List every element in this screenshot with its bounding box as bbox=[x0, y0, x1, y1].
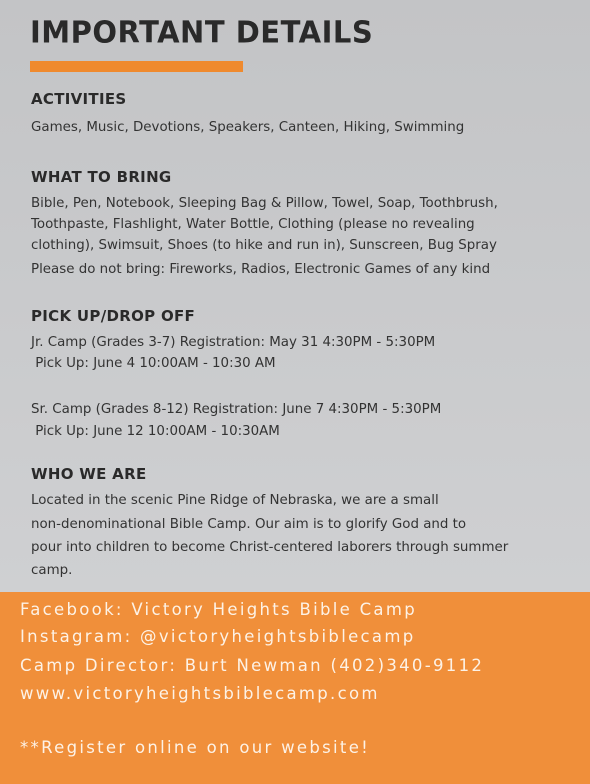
register-note: **Register online on our website! bbox=[20, 738, 371, 757]
instagram-text: Instagram: @victoryheightsbiblecamp bbox=[20, 627, 416, 646]
sr-camp-registration: Sr. Camp (Grades 8-12) Registration: June 7 4:30PM - 5:30PM bbox=[31, 402, 442, 417]
who-we-are-line: Located in the scenic Pine Ridge of Nebraska, we are a small bbox=[31, 493, 439, 508]
page-title: IMPORTANT DETAILS bbox=[30, 14, 374, 50]
activities-heading: ACTIVITIES bbox=[31, 90, 127, 108]
pickup-heading: PICK UP/DROP OFF bbox=[31, 307, 196, 325]
sr-camp-pickup: Pick Up: June 12 10:00AM - 10:30AM bbox=[31, 424, 280, 439]
what-to-bring-line: Toothpaste, Flashlight, Water Bottle, Clothing (please no revealing bbox=[31, 217, 475, 232]
do-not-bring-line: Please do not bring: Fireworks, Radios, Electronic Games of any kind bbox=[31, 262, 491, 277]
who-we-are-line: camp. bbox=[31, 563, 73, 578]
who-we-are-line: non-denominational Bible Camp. Our aim is to glorify God and to bbox=[31, 517, 467, 532]
what-to-bring-line: clothing), Swimsuit, Shoes (to hike and run in), Sunscreen, Bug Spray bbox=[31, 238, 497, 253]
what-to-bring-line: Bible, Pen, Notebook, Sleeping Bag & Pillow, Towel, Soap, Toothbrush, bbox=[31, 196, 498, 211]
camp-director-text: Camp Director: Burt Newman (402)340-9112 bbox=[20, 656, 485, 675]
jr-camp-registration: Jr. Camp (Grades 3-7) Registration: May 31 4:30PM - 5:30PM bbox=[31, 335, 436, 350]
facebook-text: Facebook: Victory Heights Bible Camp bbox=[20, 600, 417, 619]
title-underline bbox=[30, 61, 243, 72]
activities-text: Games, Music, Devotions, Speakers, Canteen, Hiking, Swimming bbox=[31, 120, 465, 135]
who-we-are-heading: WHO WE ARE bbox=[31, 465, 147, 483]
jr-camp-pickup: Pick Up: June 4 10:00AM - 10:30 AM bbox=[31, 356, 276, 371]
who-we-are-line: pour into children to become Christ-centered laborers through summer bbox=[31, 540, 509, 555]
website-link[interactable]: www.victoryheightsbiblecamp.com bbox=[20, 684, 380, 703]
what-to-bring-heading: WHAT TO BRING bbox=[31, 168, 172, 186]
